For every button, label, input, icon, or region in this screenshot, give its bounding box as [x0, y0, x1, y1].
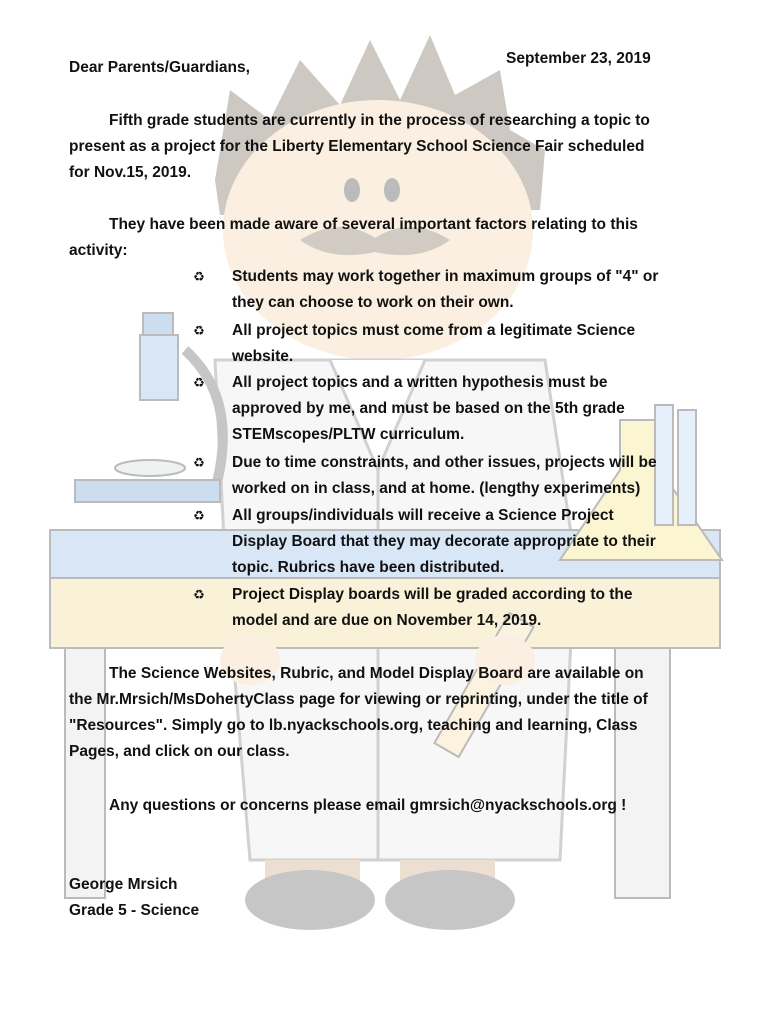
bullet-item: [232, 264, 658, 316]
microscope-base: [75, 480, 220, 502]
bullet-line: they can choose to work on their own.: [232, 294, 514, 311]
bullet-line: Due to time constraints, and other issues, projects will be: [232, 454, 657, 471]
bullet-line: approved by me, and must be based on the 5th grade: [232, 400, 625, 417]
bullet-line: STEMscopes/PLTW curriculum.: [232, 426, 465, 443]
intro-line: for Nov.15, 2019.: [69, 164, 192, 181]
intro-line: Fifth grade students are currently in the process of researching a topic to: [109, 112, 650, 129]
recycle-bullet-icon: ♻: [193, 269, 205, 284]
questions-line: Any questions or concerns please email gmrsich@nyackschools.org !: [109, 797, 627, 814]
bullet-line: model and are due on November 14, 2019.: [232, 612, 542, 629]
resources-line: the Mr.Mrsich/MsDohertyClass page for viewing or reprinting, under the title of: [69, 691, 648, 708]
signature-title: Grade 5 - Science: [69, 902, 200, 919]
bullet-line: All groups/individuals will receive a Science Project: [232, 507, 614, 524]
bullet-line: Display Board that they may decorate appropriate to their: [232, 533, 656, 550]
salutation: Dear Parents/Guardians,: [69, 59, 250, 76]
resources-paragraph: [69, 661, 648, 765]
signature-name: George Mrsich: [69, 876, 178, 893]
bullet-item: [232, 370, 625, 448]
bullet-line: worked on in class, and at home. (lengthy experiments): [232, 480, 641, 497]
test-tube-2: [678, 410, 696, 525]
bullet-item: [232, 318, 635, 370]
bullet-line: topic. Rubrics have been distributed.: [232, 559, 505, 576]
bullet-line: Students may work together in maximum groups of "4" or: [232, 268, 659, 285]
shoe-left: [245, 870, 375, 930]
test-tube-1: [655, 405, 673, 525]
recycle-bullet-icon: ♻: [193, 587, 205, 602]
resources-line: Pages, and click on our class.: [69, 743, 290, 760]
recycle-bullet-icon: ♻: [193, 323, 205, 338]
letter-date: September 23, 2019: [506, 50, 651, 67]
intro-paragraph: [69, 108, 650, 186]
bullet-line: All project topics and a written hypothesis must be: [232, 374, 608, 391]
resources-line: The Science Websites, Rubric, and Model Display Board are available on: [109, 665, 644, 682]
recycle-bullet-icon: ♻: [193, 455, 205, 470]
bullet-item: [232, 582, 633, 634]
bullet-item: [232, 450, 657, 502]
microscope-stage: [115, 460, 185, 476]
factors-line: They have been made aware of several important factors relating to this: [109, 216, 638, 233]
shoe-right: [385, 870, 515, 930]
recycle-bullet-icon: ♻: [193, 508, 205, 523]
bullet-item: [232, 503, 656, 581]
intro-line: present as a project for the Liberty Elementary School Science Fair scheduled: [69, 138, 645, 155]
recycle-bullet-icon: ♻: [193, 375, 205, 390]
bullet-line: website.: [232, 348, 294, 365]
resources-line: "Resources". Simply go to lb.nyackschools.org, teaching and learning, Class: [69, 717, 638, 734]
factors-paragraph: [69, 212, 638, 264]
microscope-tube: [140, 335, 178, 400]
bullet-line: All project topics must come from a legitimate Science: [232, 322, 636, 339]
bullet-line: Project Display boards will be graded according to the: [232, 586, 633, 603]
factors-line: activity:: [69, 242, 128, 259]
